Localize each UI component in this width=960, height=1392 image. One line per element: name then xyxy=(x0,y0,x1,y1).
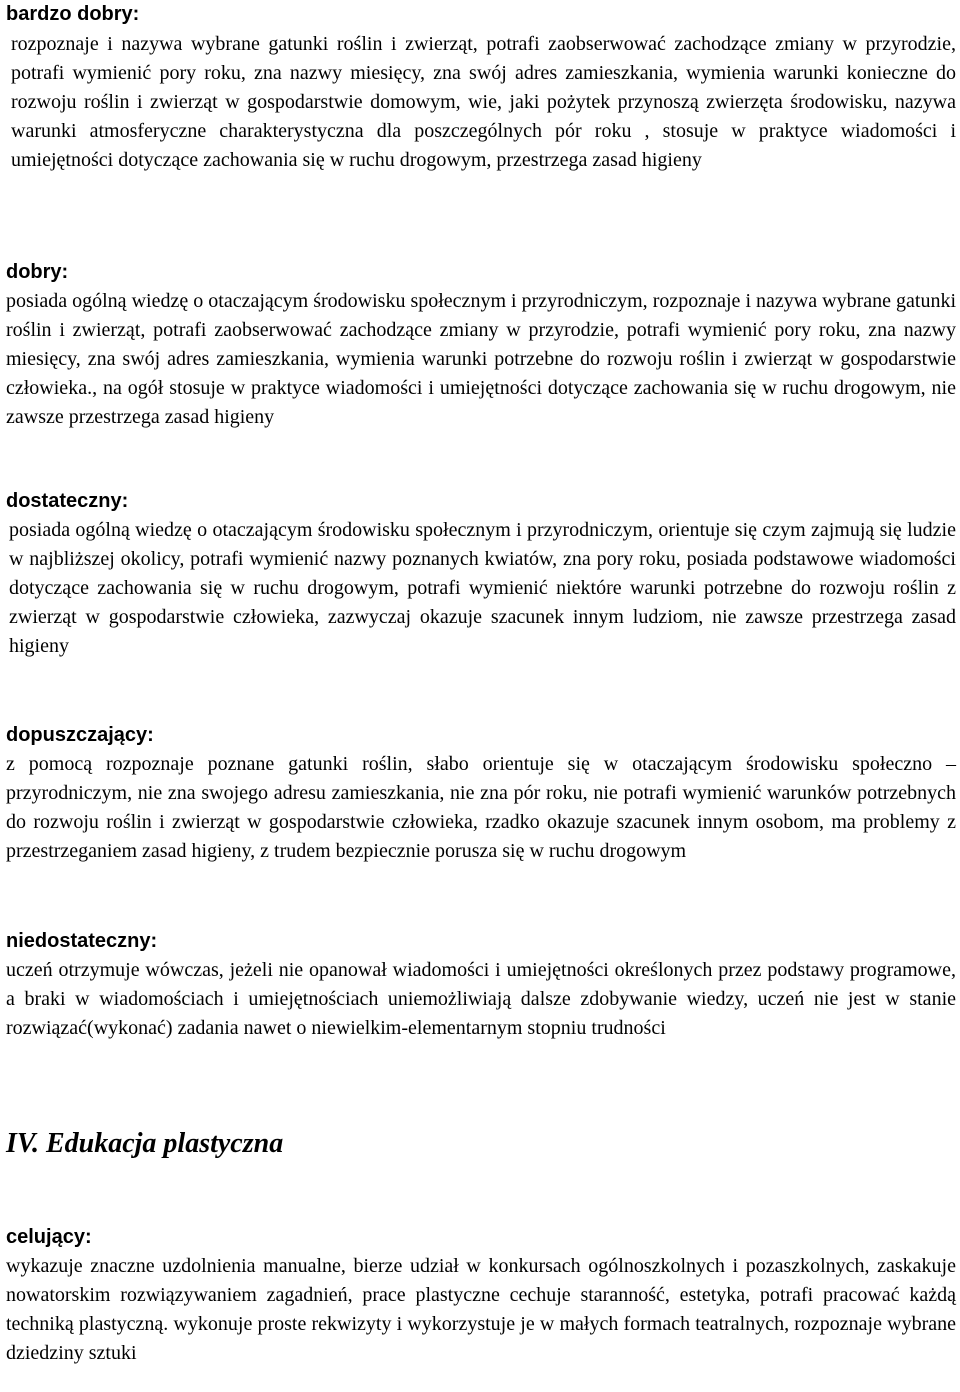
grade-block-dopuszczajacy xyxy=(6,723,956,866)
grade-block-dobry xyxy=(6,260,956,432)
grade-description: wykazuje znaczne uzdolnienia manualne, bierze udział w konkursach ogólnoszkolnych i pozaszkolnych, zaskakuje nowatorskim rozwiązywaniem zagadnień, prace plastyczne cechuje staranność, estetyka, potrafi pracować każdą techniką plastyczną. wykonuje proste rekwizyty i wykorzystuje je w małych formach teatralnych, rozpoznaje wybrane dziedziny sztuki xyxy=(6,1255,956,1364)
grade-heading: niedostateczny: xyxy=(6,930,158,952)
grade-block-dostateczny xyxy=(6,489,956,661)
grade-description: z pomocą rozpoznaje poznane gatunki roślin, słabo orientuje się w otaczającym środowisku społeczno – przyrodniczym, nie zna swojego adresu zamieszkania, nie zna pór roku, nie potrafi wymienić warunków potrzebnych do rozwoju roślin i zwierząt w gospodarstwie człowieka, rzadko okazuje szacunek innym osobom, ma problemy z przestrzeganiem zasad higieny, z trudem bezpiecznie porusza się w ruchu drogowym xyxy=(6,753,956,862)
grade-description: rozpoznaje i nazywa wybrane gatunki roślin i zwierząt, potrafi zaobserwować zachodzące zmiany w przyrodzie, potrafi wymienić pory roku, zna nazwy miesięcy, zna swój adres zamieszkania, wymienia warunki konieczne do rozwoju roślin i zwierząt w gospodarstwie domowym, wie, jaki pożytek przynoszą zwierzęta środowisku, nazywa warunki atmosferyczne charakterystyczna dla poszczególnych pór roku , stosuje w praktyce wiadomości i umiejętności dotyczące zachowania się w ruchu drogowym, przestrzega zasad higieny xyxy=(11,33,956,171)
grade-description: posiada ogólną wiedzę o otaczającym środowisku społecznym i przyrodniczym, rozpoznaje i nazywa wybrane gatunki roślin i zwierząt, potrafi zaobserwować zachodzące zmiany w przyrodzie, potrafi wymienić pory roku, zna nazwy miesięcy, zna swój adres zamieszkania, wymienia warunki potrzebne do rozwoju roślin i zwierząt w gospodarstwie człowieka., na ogół stosuje w praktyce wiadomości i umiejętności dotyczące zachowania się w ruchu drogowym, nie zawsze przestrzega zasad higieny xyxy=(6,290,956,428)
grade-block-celujacy xyxy=(6,1225,956,1368)
grade-heading: bardzo dobry: xyxy=(6,3,140,25)
grade-heading: celujący: xyxy=(6,1226,92,1248)
grade-block-niedostateczny xyxy=(6,929,956,1043)
section-title: IV. Edukacja plastyczna xyxy=(6,1128,284,1159)
grade-description: uczeń otrzymuje wówczas, jeżeli nie opanował wiadomości i umiejętności określonych przez podstawy programowe, a braki w wiadomościach i umiejętnościach uniemożliwiają dalsze zdobywanie wiedzy, uczeń nie jest w stanie rozwiązać(wykonać) zadania nawet o niewielkim-elementarnym stopniu trudności xyxy=(6,959,956,1039)
grade-heading: dopuszczający: xyxy=(6,724,154,746)
grade-description: posiada ogólną wiedzę o otaczającym środowisku społecznym i przyrodniczym, orientuje się czym zajmują się ludzie w najbliższej okolicy, potrafi wymienić nazwy poznanych kwiatów, zna pory roku, posiada podstawowe wiadomości dotyczące zachowania się w ruchu drogowym, potrafi wymienić niektóre warunki potrzebne do rozwoju roślin z zwierząt w gospodarstwie człowieka, zazwyczaj okazuje szacunek innym ludziom, nie zawsze przestrzega zasad higieny xyxy=(9,519,956,657)
grade-heading: dobry: xyxy=(6,261,69,283)
grade-block-bardzo-dobry xyxy=(6,2,956,175)
grade-heading: dostateczny: xyxy=(6,490,129,512)
